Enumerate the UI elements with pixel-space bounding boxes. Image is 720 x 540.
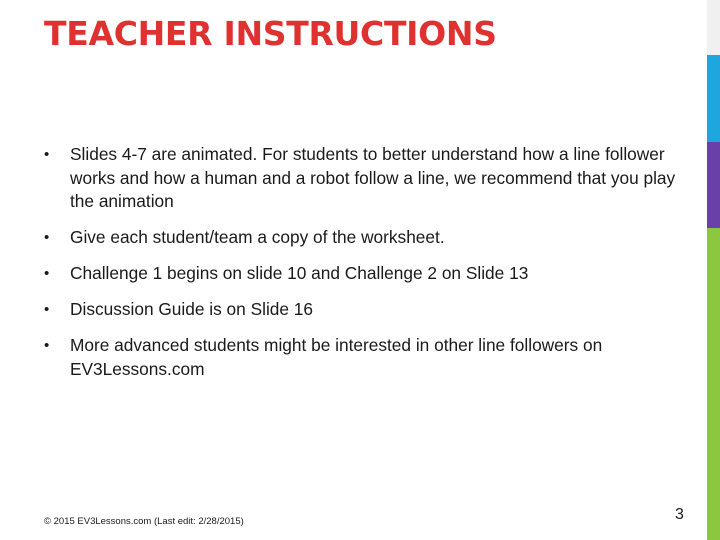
slide-title: TEACHER INSTRUCTIONS: [44, 14, 497, 53]
list-item-text: Give each student/team a copy of the worksheet.: [70, 227, 445, 247]
list-item: [44, 226, 684, 250]
list-item: [44, 298, 684, 322]
accent-bar-green: [707, 228, 720, 540]
bullet-glyph: •: [44, 229, 50, 246]
list-item-text: Discussion Guide is on Slide 16: [70, 299, 314, 319]
copyright-footer: © 2015 EV3Lessons.com (Last edit: 2/28/2015): [44, 516, 244, 527]
list-item-text: More advanced students might be interested in other line followers on EV3Lessons.com: [70, 335, 603, 379]
instruction-list: [44, 143, 684, 394]
list-item-text: Slides 4-7 are animated. For students to better understand how a line follower works and how a human and a robot follow a line, we recommend that you play the animation: [70, 144, 676, 211]
list-item: [44, 334, 684, 381]
list-item-text: Challenge 1 begins on slide 10 and Challenge 2 on Slide 13: [70, 263, 529, 283]
list-item: [44, 262, 684, 286]
page-number: 3: [675, 506, 684, 523]
list-item: [44, 143, 684, 214]
bullet-glyph: •: [44, 337, 50, 354]
accent-bar-blue: [707, 55, 720, 142]
bullet-glyph: •: [44, 265, 50, 282]
bullet-glyph: •: [44, 301, 50, 318]
accent-bar-top: [707, 0, 720, 55]
accent-bar-purple: [707, 142, 720, 228]
bullet-glyph: •: [44, 146, 50, 163]
